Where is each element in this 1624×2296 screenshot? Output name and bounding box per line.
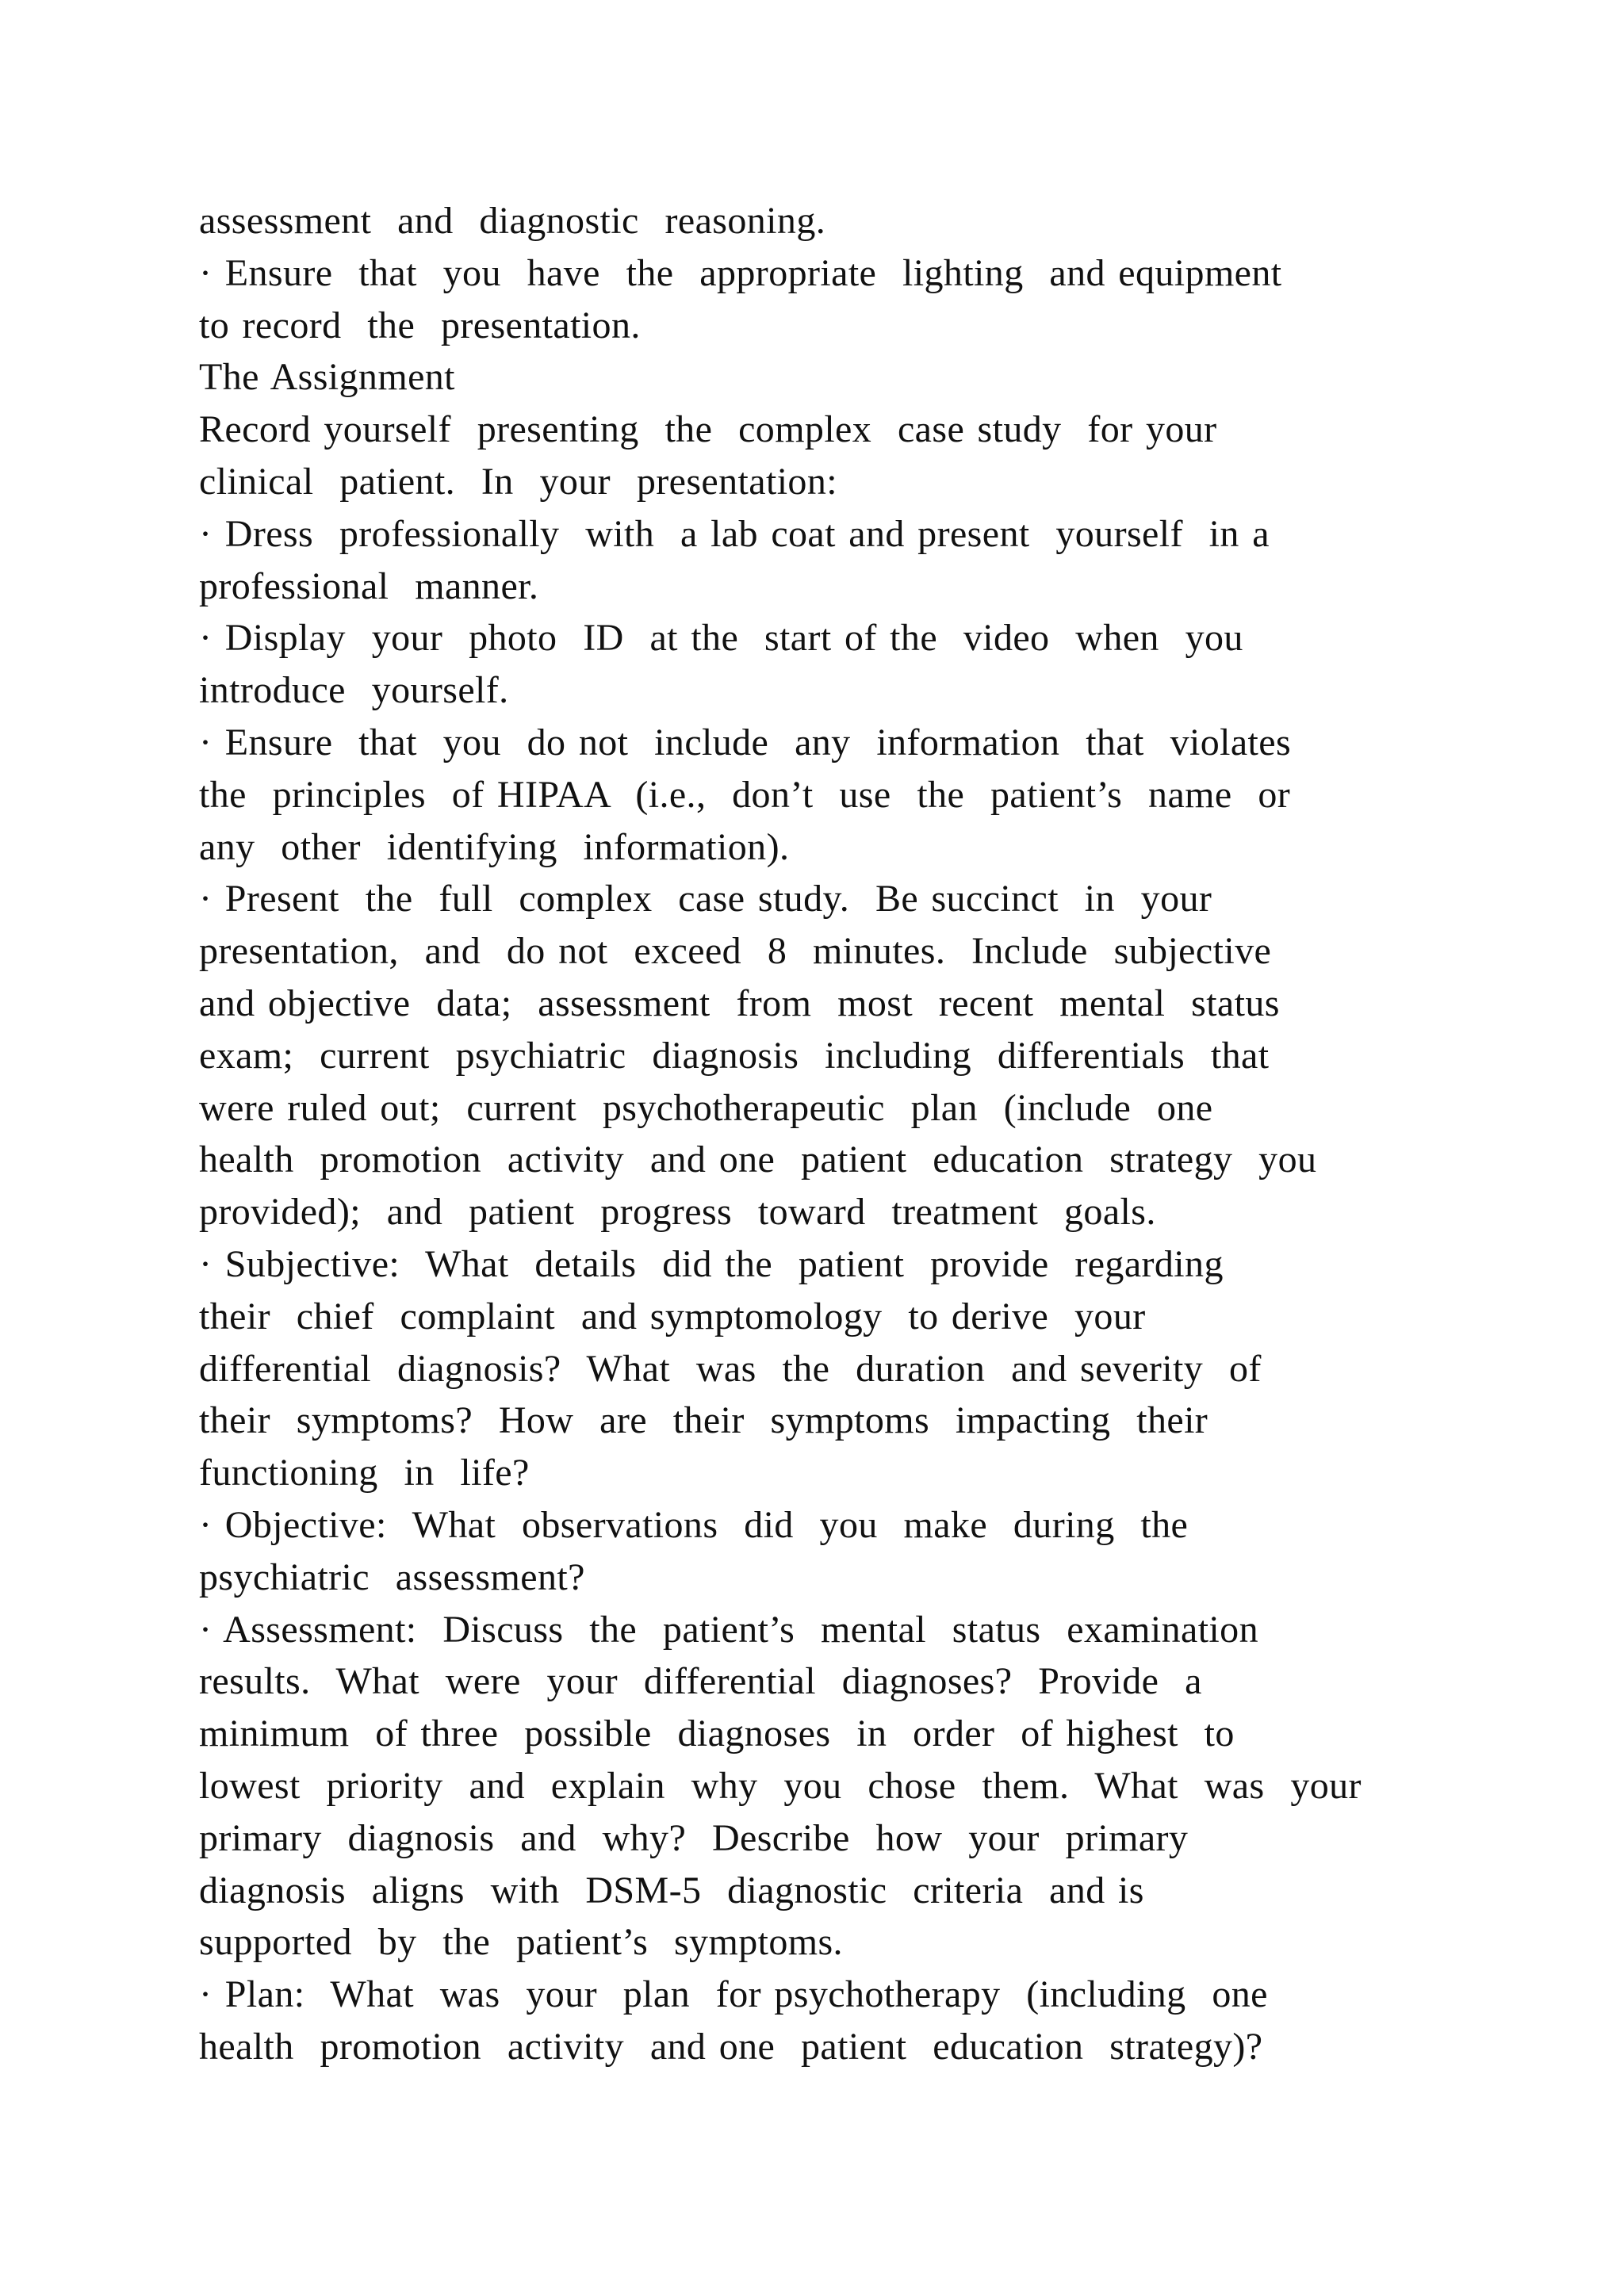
- text-line: introduce yourself.: [199, 669, 509, 712]
- text-line: professional manner.: [199, 564, 539, 607]
- text-line: · Dress professionally with a lab coat and present yourself in a: [199, 512, 1270, 555]
- text-line: to record the presentation.: [199, 304, 641, 346]
- text-line: Record yourself presenting the complex case study for your: [199, 408, 1217, 451]
- text-line: differential diagnosis? What was the duration and severity of: [199, 1347, 1262, 1390]
- text-line: · Display your photo ID at the start of the video when you: [199, 617, 1243, 660]
- text-line: their chief complaint and symptomology to derive your: [199, 1295, 1146, 1337]
- text-line: presentation, and do not exceed 8 minutes. Include subjective: [199, 930, 1272, 973]
- text-line: · Objective: What observations did you make during the: [199, 1503, 1189, 1546]
- text-line: lowest priority and explain why you chose them. What was your: [199, 1764, 1362, 1807]
- text-line: and objective data; assessment from most recent mental status: [199, 982, 1280, 1024]
- section-heading: The Assignment: [199, 356, 455, 399]
- text-line: health promotion activity and one patient education strategy you: [199, 1138, 1317, 1181]
- text-line: · Subjective: What details did the patient provide regarding: [199, 1242, 1224, 1285]
- text-line: provided); and patient progress toward treatment goals.: [199, 1191, 1156, 1234]
- text-line: results. What were your differential diagnoses? Provide a: [199, 1660, 1202, 1703]
- text-line: any other identifying information).: [199, 825, 790, 868]
- text-line: health promotion activity and one patient education strategy)?: [199, 2025, 1263, 2068]
- text-line: clinical patient. In your presentation:: [199, 460, 837, 503]
- text-line: exam; current psychiatric diagnosis including differentials that: [199, 1034, 1270, 1077]
- text-line: · Ensure that you do not include any information that violates: [199, 721, 1292, 763]
- text-line: · Assessment: Discuss the patient’s mental status examination: [199, 1608, 1258, 1651]
- text-line: psychiatric assessment?: [199, 1556, 585, 1598]
- text-line: assessment and diagnostic reasoning.: [199, 200, 826, 242]
- text-line: primary diagnosis and why? Describe how your primary: [199, 1816, 1189, 1859]
- text-line: · Plan: What was your plan for psychotherapy (including one: [199, 1973, 1268, 2016]
- text-line: their symptoms? How are their symptoms impacting their: [199, 1399, 1208, 1442]
- text-line: diagnosis aligns with DSM-5 diagnostic criteria and is: [199, 1869, 1144, 1911]
- text-line: · Present the full complex case study. Be succinct in your: [199, 878, 1212, 920]
- text-line: were ruled out; current psychotherapeutic plan (include one: [199, 1086, 1213, 1129]
- text-line: · Ensure that you have the appropriate lighting and equipment: [199, 251, 1282, 294]
- document-body: [199, 195, 1500, 2073]
- text-line: the principles of HIPAA (i.e., don’t use the patient’s name or: [199, 773, 1291, 816]
- text-line: minimum of three possible diagnoses in order of highest to: [199, 1712, 1235, 1755]
- text-line: supported by the patient’s symptoms.: [199, 1921, 843, 1964]
- text-line: functioning in life?: [199, 1452, 530, 1494]
